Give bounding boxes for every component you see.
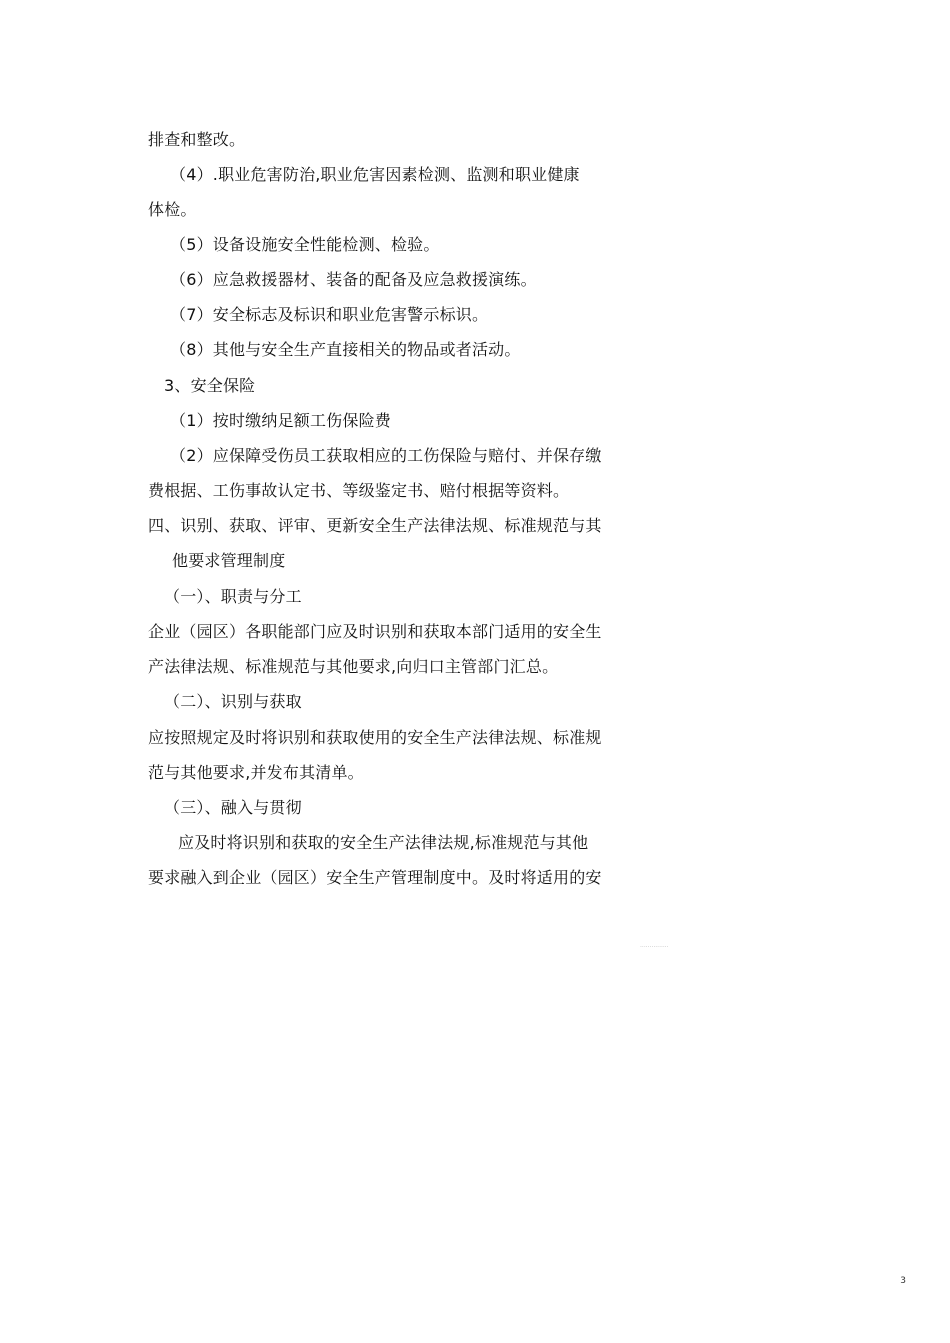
text-line: 要求融入到企业（园区）安全生产管理制度中。及时将适用的安	[148, 868, 602, 887]
text-line: 排查和整改。	[148, 130, 246, 149]
text-line: （8）其他与安全生产直接相关的物品或者活动。	[170, 340, 521, 359]
text-line: 应及时将识别和获取的安全生产法律法规,标准规范与其他	[178, 833, 589, 852]
page-number: 3	[900, 1276, 906, 1286]
subsection-heading: （一）、职责与分工	[164, 587, 302, 606]
text-line: 费根据、工伤事故认定书、等级鉴定书、赔付根据等资料。	[148, 481, 570, 500]
text-line: 体检。	[148, 200, 197, 219]
text-line: （2）应保障受伤员工获取相应的工伤保险与赔付、并保存缴	[170, 446, 602, 465]
text-line: 企业（园区）各职能部门应及时识别和获取本部门适用的安全生	[148, 622, 602, 641]
text-line: （7）安全标志及标识和职业危害警示标识。	[170, 305, 489, 324]
subsection-heading: （三）、融入与贯彻	[164, 798, 302, 817]
chapter-heading: 四、识别、获取、评审、更新安全生产法律法规、标准规范与其	[148, 516, 602, 535]
text-line: 范与其他要求,并发布其清单。	[148, 763, 364, 782]
chapter-heading-continued: 他要求管理制度	[172, 551, 286, 570]
text-line: 应按照规定及时将识别和获取使用的安全生产法律法规、标准规	[148, 728, 602, 747]
text-line: （1）按时缴纳足额工伤保险费	[170, 411, 391, 430]
text-line: （5）设备设施安全性能检测、检验。	[170, 235, 440, 254]
text-line: （6）应急救援器材、装备的配备及应急救援演练。	[170, 270, 537, 289]
text-line: 产法律法规、标准规范与其他要求,向归口主管部门汇总。	[148, 657, 559, 676]
footer-dots: ...............	[640, 942, 669, 949]
text-line: （4）.职业危害防治,职业危害因素检测、监测和职业健康	[170, 165, 580, 184]
subsection-heading: （二）、识别与获取	[164, 692, 302, 711]
section-heading: 3、安全保险	[164, 376, 256, 395]
